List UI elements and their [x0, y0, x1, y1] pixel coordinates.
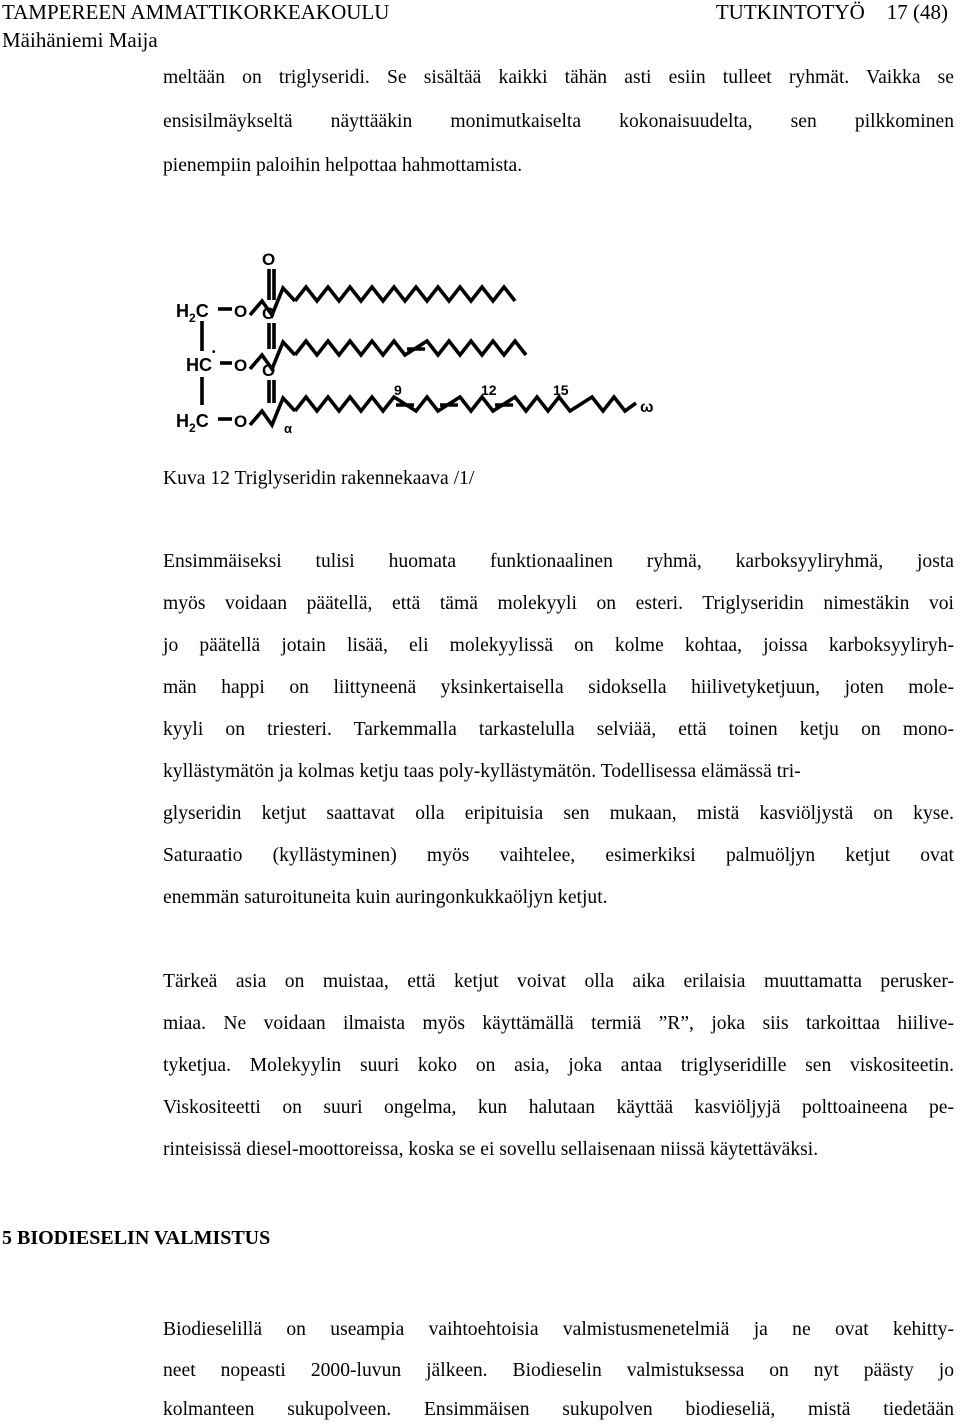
position-label-9: 9 — [394, 382, 402, 398]
text-line: jo päätellä jotain lisää, eli molekyylissä on kolme kohtaa, joissa karboksyyliryh- — [163, 635, 954, 656]
omega-label: ω — [640, 399, 654, 416]
text-line: tyketjua. Molekyylin suuri koko on asia, joka antaa triglyseridille sen viskositeetin. — [163, 1055, 954, 1076]
h2c-label: $H_2C$ — [176, 411, 209, 435]
text-line: Viskositeetti on suuri ongelma, kun halutaan käyttää kasviöljyjä polttoaineena pe- — [163, 1097, 954, 1118]
section-heading: 5 BIODIESELIN VALMISTUS — [2, 1227, 271, 1249]
text-line: Ensimmäiseksi tulisi huomata funktionaalinen ryhmä, karboksyyliryhmä, josta — [163, 551, 954, 572]
text-line: Biodieselillä on useampia vaihtoehtoisia valmistusmenetelmiä ja ne ovat kehitty- — [163, 1319, 954, 1340]
hc-label: HC — [186, 355, 212, 375]
oxygen-label: O — [234, 302, 248, 321]
header-doc-type: TUTKINTOTYÖ — [715, 0, 865, 24]
oxygen-label: O — [262, 250, 276, 269]
text-line: kolmanteen sukupolveen. Ensimmäisen sukupolven biodieseliä, mistä tiedetään — [163, 1399, 954, 1420]
oxygen-label: O — [262, 304, 276, 323]
text-line: kyyli on triesteri. Tarkemmalla tarkastelulla selviää, että toinen ketju on mono- — [163, 719, 954, 740]
saturated-chain — [295, 287, 515, 301]
text-line: rinteisissä diesel-moottoreissa, koska se ei sovellu sellaisenaan niissä käytettäväksi. — [163, 1139, 819, 1160]
header-author: Mäihäniemi Maija — [2, 28, 158, 52]
alpha-label: α — [284, 421, 292, 436]
text-line: män happi on liittyneenä yksinkertaisella sidoksella hiilivetyketjuun, joten mole- — [163, 677, 954, 698]
text-line: myös voidaan päätellä, että tämä molekyyli on esteri. Triglyseridin nimestäkin voi — [163, 593, 954, 614]
text-line: Saturaatio (kyllästyminen) myös vaihtelee, esimerkiksi palmuöljyn ketjut ovat — [163, 845, 954, 866]
position-label-12: 12 — [481, 382, 497, 398]
text-line: Tärkeä asia on muistaa, että ketjut voivat olla aika erilaisia muuttamatta perusker- — [163, 971, 954, 992]
oxygen-label: O — [234, 356, 248, 375]
text-line: kyllästymätön ja kolmas ketju taas poly-kyllästymätön. Todellisessa elämässä tri- — [163, 761, 801, 782]
text-line: neet nopeasti 2000-luvun jälkeen. Biodieselin valmistuksessa on nyt päästy jo — [163, 1360, 954, 1381]
oxygen-label: O — [262, 361, 276, 380]
position-label-15: 15 — [553, 382, 569, 398]
triglyceride-structure-figure — [170, 245, 670, 440]
text-line: meltään on triglyseridi. Se sisältää kaikki tähän asti esiin tulleet ryhmät. Vaikka se — [163, 67, 954, 88]
chiral-mark: • — [212, 347, 216, 358]
text-line: pienempiin paloihin helpottaa hahmottamista. — [163, 155, 523, 176]
text-line: miaa. Ne voidaan ilmaista myös käyttämällä termiä ”R”, joka siis tarkoittaa hiilive- — [163, 1013, 954, 1034]
oxygen-label: O — [234, 412, 248, 431]
h2c-label: $H_2C$ — [176, 301, 209, 325]
text-line: enemmän saturoituneita kuin auringonkukkaöljyn ketjut. — [163, 887, 608, 908]
header-institution: TAMPEREEN AMMATTIKORKEAKOULU — [2, 0, 390, 24]
figure-caption: Kuva 12 Triglyseridin rakennekaava /1/ — [163, 468, 475, 489]
text-line: glyseridin ketjut saattavat olla eripituisia sen mukaan, mistä kasviöljystä on kyse. — [163, 803, 954, 824]
header-right — [694, 2, 948, 23]
header-page-number: 17 (48) — [886, 0, 948, 24]
polyunsaturated-chain — [295, 397, 636, 411]
text-line: ensisilmäykseltä näyttääkin monimutkaiselta kokonaisuudelta, sen pilkkominen — [163, 111, 954, 132]
